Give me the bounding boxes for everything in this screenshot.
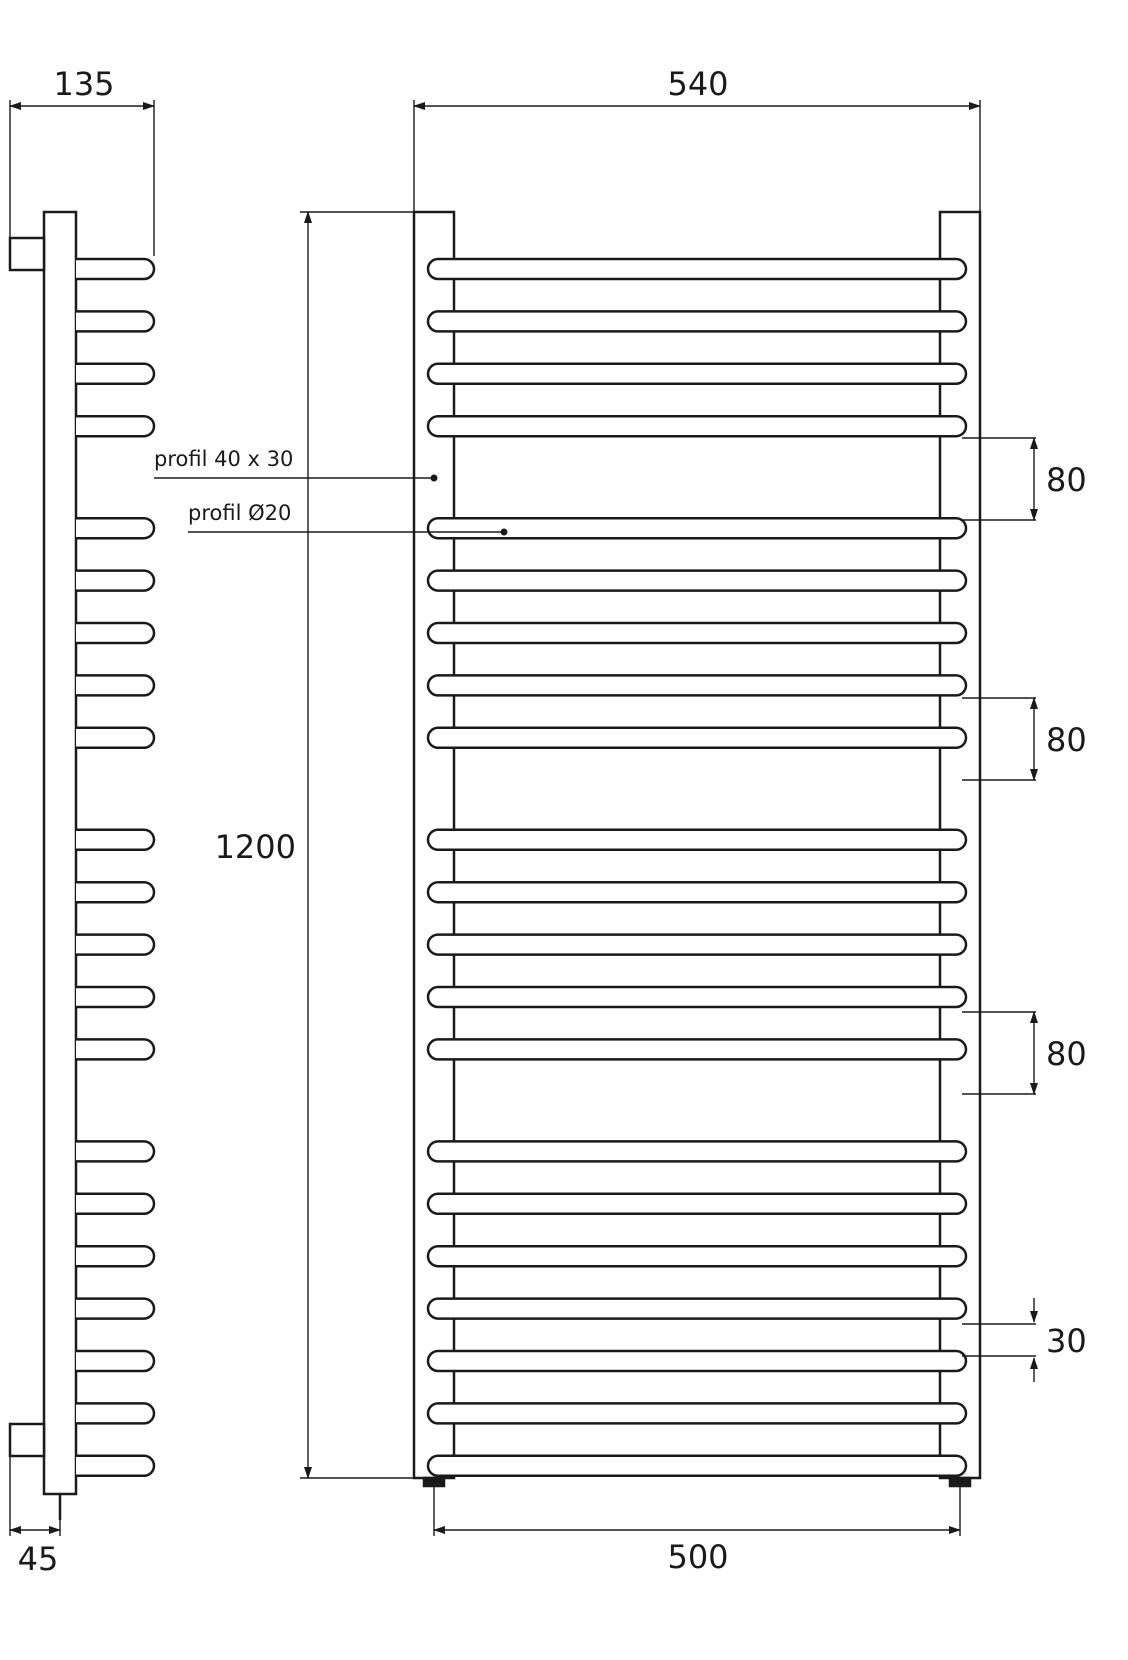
wall-bracket-top — [10, 238, 44, 270]
front-bar-9 — [428, 728, 966, 748]
front-bar-20 — [428, 1403, 966, 1423]
gap-2-label: 80 — [1046, 721, 1087, 759]
side-bar-13 — [76, 987, 154, 1007]
front-bar-12 — [428, 935, 966, 955]
front-bar-14 — [428, 1039, 966, 1059]
bar-profile-label: profil Ø20 — [188, 501, 292, 525]
side-bar-14 — [76, 1039, 154, 1059]
front-bar-3 — [428, 364, 966, 384]
side-bar-17 — [76, 1246, 154, 1266]
side-bar-15 — [76, 1141, 154, 1161]
side-view — [10, 212, 154, 1520]
height-extension-lines — [300, 212, 414, 1478]
side-bar-16 — [76, 1194, 154, 1214]
front-view — [414, 212, 980, 1486]
width-dimension-label: 540 — [667, 65, 729, 103]
height-dimension-label: 1200 — [214, 828, 296, 866]
depth-dimension-label: 135 — [53, 65, 115, 103]
side-bar-10 — [76, 830, 154, 850]
front-bars — [428, 259, 966, 1476]
side-profile-label: profil 40 x 30 — [154, 447, 294, 471]
front-bar-13 — [428, 987, 966, 1007]
side-bar-11 — [76, 882, 154, 902]
side-bar-4 — [76, 416, 154, 436]
right-connector — [950, 1478, 970, 1486]
side-bar-21 — [76, 1456, 154, 1476]
wall-offset-label: 45 — [17, 1540, 59, 1578]
front-bar-21 — [428, 1456, 966, 1476]
gap-3-label: 80 — [1046, 1035, 1087, 1073]
front-bar-10 — [428, 830, 966, 850]
side-bar-1 — [76, 259, 154, 279]
bar-profile-leader-dot — [501, 529, 508, 536]
side-profile-leader-dot — [431, 475, 438, 482]
side-bar-5 — [76, 518, 154, 538]
side-vertical-profile — [44, 212, 76, 1494]
gap-1-label: 80 — [1046, 461, 1087, 499]
front-bar-15 — [428, 1141, 966, 1161]
front-bar-19 — [428, 1351, 966, 1371]
side-bar-19 — [76, 1351, 154, 1371]
front-bar-8 — [428, 675, 966, 695]
side-bar-9 — [76, 728, 154, 748]
front-bar-16 — [428, 1194, 966, 1214]
front-bar-18 — [428, 1299, 966, 1319]
front-bar-7 — [428, 623, 966, 643]
front-bar-4 — [428, 416, 966, 436]
axis-extension-lines — [434, 1486, 960, 1536]
depth-extension-lines — [10, 100, 154, 256]
front-bar-17 — [428, 1246, 966, 1266]
side-bar-12 — [76, 935, 154, 955]
width-extension-lines — [414, 100, 980, 212]
side-bar-20 — [76, 1403, 154, 1423]
side-bars — [76, 259, 154, 1476]
left-connector — [424, 1478, 444, 1486]
side-bar-8 — [76, 675, 154, 695]
wall-bracket-bottom — [10, 1424, 44, 1456]
side-bar-6 — [76, 571, 154, 591]
front-bar-2 — [428, 311, 966, 331]
front-bar-1 — [428, 259, 966, 279]
side-bar-18 — [76, 1299, 154, 1319]
front-bar-5 — [428, 518, 966, 538]
side-bar-3 — [76, 364, 154, 384]
side-bar-2 — [76, 311, 154, 331]
side-bar-7 — [76, 623, 154, 643]
bar-pitch-label: 30 — [1046, 1322, 1087, 1360]
front-bar-11 — [428, 882, 966, 902]
front-bar-6 — [428, 571, 966, 591]
axis-spacing-label: 500 — [667, 1538, 729, 1576]
